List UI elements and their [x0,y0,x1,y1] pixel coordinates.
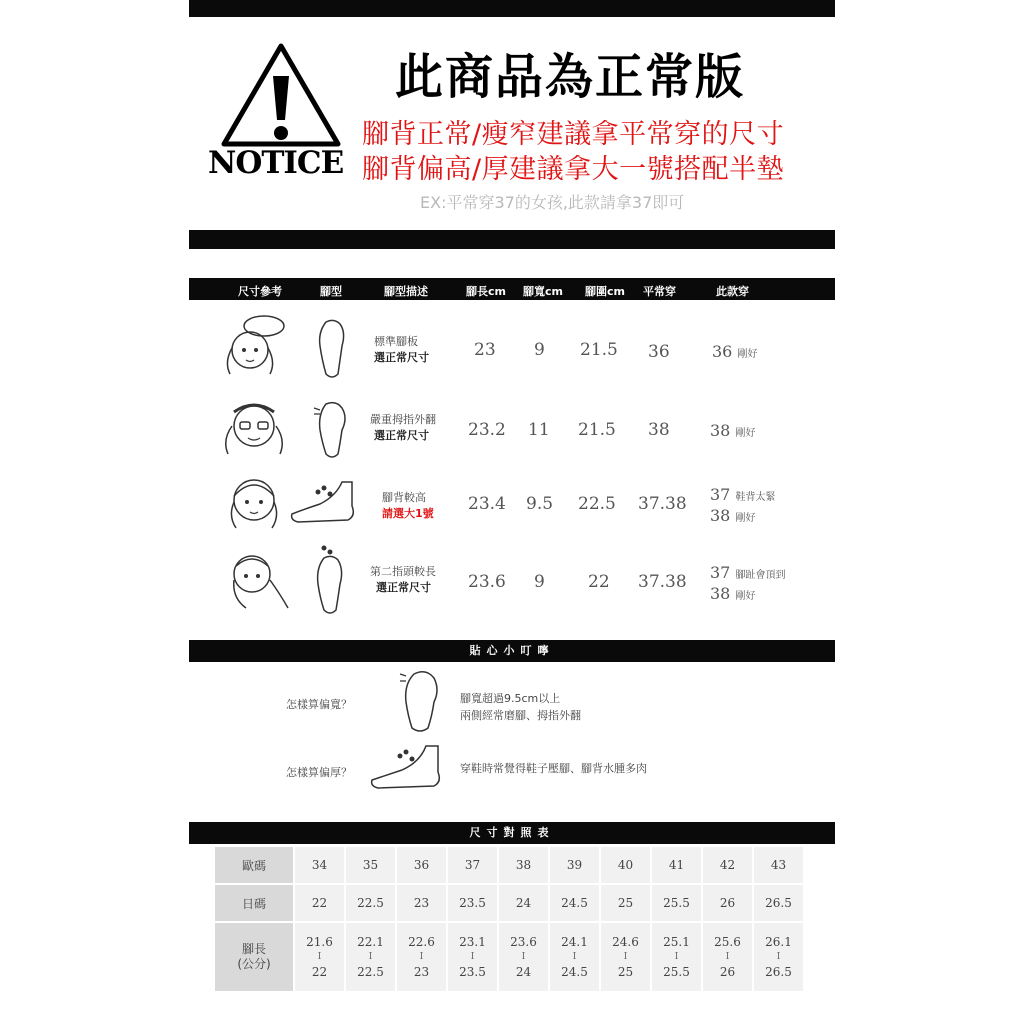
foot-side-icon-1 [288,478,364,526]
foot-min: 22.6 [408,934,435,949]
girl-illustration-1 [214,312,294,380]
eu-size: 42 [703,847,752,883]
row-4-fit2-note: 剛好 [735,591,756,602]
row-4-desc-1: 第二指頭較長 [370,565,436,578]
eu-size-row [215,847,803,883]
notice-line-2: 腳背偏高/厚建議拿大一號搭配半墊 [362,154,785,185]
row-2-desc-1: 嚴重拇指外翻 [370,413,436,426]
row-3-desc [382,490,434,522]
jp-size: 24 [499,885,548,921]
jp-size: 25 [601,885,650,921]
foot-min: 24.6 [612,934,639,949]
row-4-desc [370,564,436,596]
header-foot-type: 腳型 [320,285,342,298]
row-2-desc-2: 選正常尺寸 [374,429,429,442]
foot-max: 26 [719,964,736,979]
row-4-girth: 22 [588,572,610,592]
row-4-fit [710,564,785,606]
row-1-girth: 21.5 [580,340,618,360]
row-2-fit1-note: 剛好 [735,428,756,439]
row-3-usual: 37.38 [638,494,687,514]
jp-size: 22.5 [346,885,395,921]
foot-min: 25.1 [663,934,690,949]
row-4-desc-2: 選正常尺寸 [376,581,431,594]
range-tick: I [470,951,475,962]
foot-max: 26.5 [765,964,792,979]
foot-top-icon-3 [310,544,350,616]
notice-example: EX:平常穿37的女孩,此款請拿37即可 [420,193,685,212]
row-3-girth: 22.5 [578,494,616,514]
notice-line-1: 腳背正常/瘦窄建議拿平常穿的尺寸 [362,119,785,150]
jp-size-row [215,885,803,921]
range-tick: I [521,951,526,962]
foot-length-cell [703,923,752,991]
eu-size: 43 [754,847,803,883]
row-1-length: 23 [474,340,496,360]
foot-max: 25.5 [663,964,690,979]
size-chart-table [213,845,805,993]
foot-min: 22.1 [357,934,384,949]
row-2-usual: 38 [648,420,670,440]
row-1-desc-2: 選正常尺寸 [374,351,429,364]
jp-size: 24.5 [550,885,599,921]
row-4-width: 9 [534,572,545,592]
row-2-width: 11 [528,420,550,440]
top-bar [189,0,835,17]
range-tick: I [725,951,730,962]
divider-bar [189,230,835,249]
tip-a1-line-2: 兩側經常磨腳、拇指外翻 [460,709,581,722]
foot-min: 26.1 [765,934,792,949]
row-4-length: 23.6 [468,572,506,592]
tip-a1 [460,690,581,724]
row-1-fit1-size: 36 [712,342,733,361]
foot-length-row [215,923,803,991]
eu-size: 41 [652,847,701,883]
row-4-fit1-size: 37 [710,563,731,582]
row-1-desc-1: 標準腳板 [374,335,418,348]
header-this-size: 此款穿 [716,285,749,298]
row-1-fit [712,343,757,364]
range-tick: I [419,951,424,962]
row-3-length: 23.4 [468,494,506,514]
range-tick: I [572,951,577,962]
range-tick: I [623,951,628,962]
foot-length-cell [754,923,803,991]
foot-length-cell [295,923,344,991]
row-1-fit1-note: 剛好 [737,349,758,360]
warning-icon [218,40,344,150]
foot-min: 23.1 [459,934,486,949]
header-foot-length: 腳長cm [466,285,506,298]
jp-size: 23 [397,885,446,921]
foot-wide-icon [394,664,450,734]
header-size-ref: 尺寸參考 [238,285,282,298]
notice-label: NOTICE [208,145,344,181]
foot-max: 23 [413,964,430,979]
foot-max: 24 [515,964,532,979]
eu-size: 34 [295,847,344,883]
foot-max: 23.5 [459,964,486,979]
row-2-length: 23.2 [468,420,506,440]
foot-min: 24.1 [561,934,588,949]
row-4-fit1-note: 腳趾會頂到 [735,570,786,581]
foot-max: 25 [617,964,634,979]
foot-length-label-2: (公分) [237,957,271,971]
eu-label: 歐碼 [215,847,293,883]
size-chart-title-bar: 尺寸對照表 [189,822,835,844]
range-tick: I [776,951,781,962]
row-3-fit1-size: 37 [710,485,731,504]
foot-length-cell [346,923,395,991]
tip-a1-line-1: 腳寬超過9.5cm以上 [460,692,561,705]
girl-illustration-2 [214,392,294,460]
foot-min: 25.6 [714,934,741,949]
row-3-fit2-note: 剛好 [735,513,756,524]
jp-size: 26.5 [754,885,803,921]
row-4-fit2-size: 38 [710,584,731,603]
jp-size: 26 [703,885,752,921]
header-foot-width: 腳寬cm [523,285,563,298]
row-1-width: 9 [534,340,545,360]
foot-top-icon-2 [308,396,354,460]
foot-min: 21.6 [306,934,333,949]
eu-size: 38 [499,847,548,883]
foot-length-cell [397,923,446,991]
girl-illustration-4 [214,546,294,614]
row-3-desc-1: 腳背較高 [382,491,426,504]
row-2-fit1-size: 38 [710,421,731,440]
foot-length-cell [499,923,548,991]
foot-max: 22.5 [357,964,384,979]
jp-size: 25.5 [652,885,701,921]
foot-max: 22 [311,964,328,979]
jp-size: 23.5 [448,885,497,921]
foot-length-label [215,923,293,991]
foot-length-cell [550,923,599,991]
range-tick: I [674,951,679,962]
foot-length-cell [652,923,701,991]
row-2-desc [370,412,436,444]
header-foot-desc: 腳型描述 [384,285,428,298]
foot-length-label-1: 腳長 [241,942,266,956]
eu-size: 37 [448,847,497,883]
eu-size: 39 [550,847,599,883]
foot-length-cell [448,923,497,991]
header-foot-girth: 腳圍cm [585,285,625,298]
row-4-usual: 37.38 [638,572,687,592]
eu-size: 35 [346,847,395,883]
tips-title-bar: 貼心小叮嚀 [189,640,835,662]
foot-min: 23.6 [510,934,537,949]
row-3-width: 9.5 [526,494,554,514]
jp-size: 22 [295,885,344,921]
eu-size: 40 [601,847,650,883]
row-1-usual: 36 [648,342,670,362]
row-3-fit1-note: 鞋背太緊 [735,492,776,503]
row-3-fit [710,486,775,528]
jp-label: 日碼 [215,885,293,921]
foot-top-icon-1 [312,316,352,380]
row-3-fit2-size: 38 [710,506,731,525]
tip-q1: 怎樣算偏寬？ [286,698,352,711]
tip-a2: 穿鞋時常覺得鞋子壓腳、腳背水腫多肉 [460,762,647,775]
tip-q2: 怎樣算偏厚？ [286,766,352,779]
row-3-desc-2: 請選大1號 [382,507,434,520]
row-2-fit [710,422,755,443]
eu-size: 36 [397,847,446,883]
header-usual-size: 平常穿 [643,285,676,298]
foot-length-cell [601,923,650,991]
row-2-girth: 21.5 [578,420,616,440]
foot-thick-icon [368,742,452,794]
notice-title: 此商品為正常版 [395,49,746,105]
row-1-desc [374,334,429,366]
range-tick: I [368,951,373,962]
foot-max: 24.5 [561,964,588,979]
girl-illustration-3 [214,468,294,536]
range-tick: I [317,951,322,962]
